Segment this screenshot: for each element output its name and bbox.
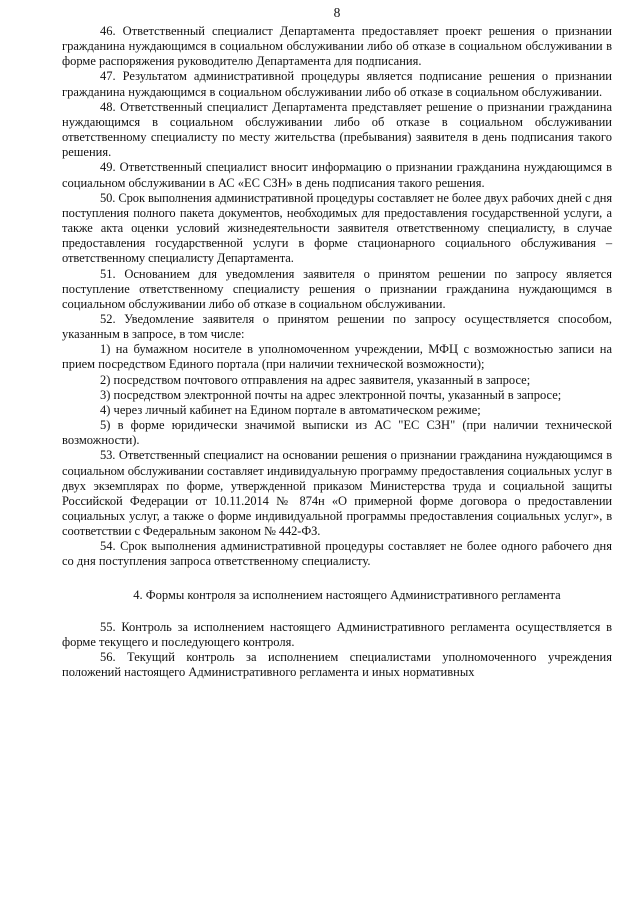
paragraph-47: 47. Результатом административной процедуры является подписание решения о признании гражданина нуждающимся в социальном обслуживании либо об отказе в социальном обслуживании.: [62, 69, 612, 99]
paragraph-54: 54. Срок выполнения административной процедуры составляет не более одного рабочего дня со дня поступления запроса ответственному специалисту.: [62, 539, 612, 569]
list-item-52-1: 1) на бумажном носителе в уполномоченном учреждении, МФЦ с возможностью записи на прием посредством Единого портала (при наличии технической возможности);: [62, 342, 612, 372]
paragraph-51: 51. Основанием для уведомления заявителя о принятом решении по запросу является поступление ответственному специалисту решения о признании гражданина нуждающимся в социальном обслуживании либо об отказе в социальном обслуживании.: [62, 266, 612, 311]
paragraph-50: 50. Срок выполнения административной процедуры составляет не более двух рабочих дней с дня поступления полного пакета документов, необходимых для предоставления государственной услуги, а также акта оценки условий жизнедеятельности заявителя ответственному специалисту, в случае предоставления государственной услуги в форме стационарного социального обслуживания – ответственному специалисту Департамента.: [62, 190, 612, 266]
paragraph-48: 48. Ответственный специалист Департамента представляет решение о признании гражданина нуждающимся в социальном обслуживании либо об отказе в социальном обслуживании ответственному специалисту по месту жительства (пребывания) заявителя в день подписания такого решения.: [62, 99, 612, 160]
section-heading: 4. Формы контроля за исполнением настоящего Административного регламента: [133, 587, 561, 602]
paragraph-56: 56. Текущий контроль за исполнением специалистами уполномоченного учреждения положений настоящего Административного регламента и иных нормативных: [62, 649, 612, 680]
paragraph-46: 46. Ответственный специалист Департамента предоставляет проект решения о признании гражданина нуждающимся в социальном обслуживании либо об отказе в социальном обслуживании в форме распоряжения руководителю Департамента для подписания.: [62, 24, 612, 69]
paragraph-53: 53. Ответственный специалист на основании решения о признании гражданина нуждающимся в социальном обслуживании составляет индивидуальную программу предоставления социальных услуг в двух экземплярах по форме, утвержденной приказом Министерства труда и социальной защиты Российской Федерации от 10.11.2014 № 874н «О примерной форме договора о предоставлении социальных услуг, а также о форме индивидуальной программы предоставления социальных услуг», в соответствии с Федеральным законом № 442-ФЗ.: [62, 448, 612, 539]
list-item-52-2: 2) посредством почтового отправления на адрес заявителя, указанный в запросе;: [100, 372, 531, 387]
document-page: [62, 4, 612, 680]
list-item-52-5: 5) в форме юридически значимой выписки из АС "ЕС СЗН" (при наличии технической возможности).: [62, 418, 612, 448]
paragraph-49: 49. Ответственный специалист вносит информацию о признании гражданина нуждающимся в социальном обслуживании в АС «ЕС СЗН» в день подписания такого решения.: [62, 160, 612, 190]
paragraph-52: 52. Уведомление заявителя о принятом решении по запросу осуществляется способом, указанным в запросе, в том числе:: [62, 311, 612, 342]
list-item-52-3: 3) посредством электронной почты на адрес электронной почты, указанный в запросе;: [100, 387, 562, 402]
list-item-52-4: 4) через личный кабинет на Едином портале в автоматическом режиме;: [100, 402, 481, 417]
paragraph-55: 55. Контроль за исполнением настоящего Административного регламента осуществляется в форме текущего и последующего контроля.: [62, 619, 612, 649]
page-number: 8: [333, 5, 341, 20]
